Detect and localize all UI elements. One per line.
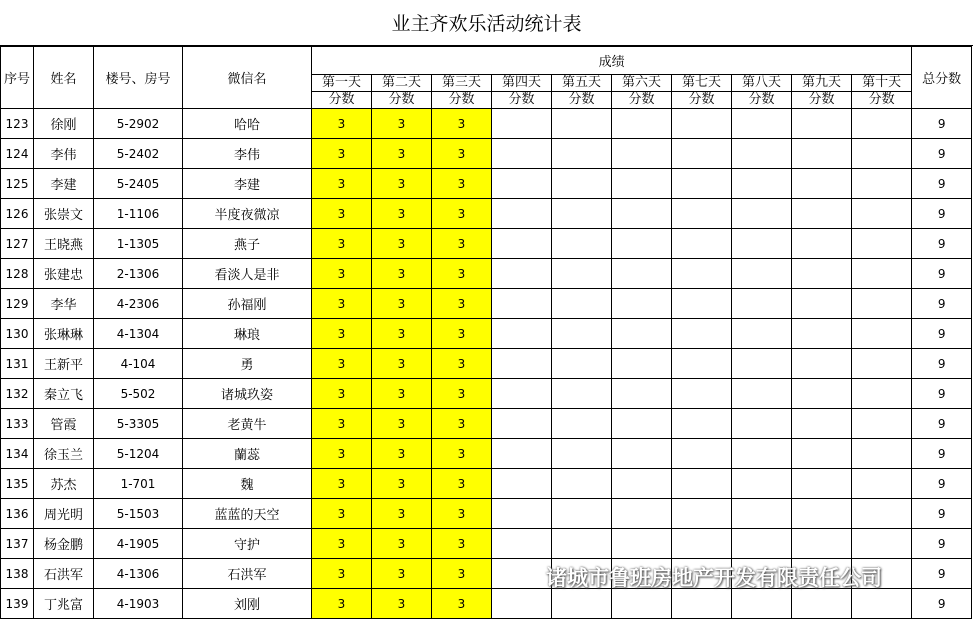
table-row [1,379,972,409]
cell-day-1-score[interactable]: 3 [312,319,372,349]
cell-day-5-score[interactable] [552,259,612,289]
cell-name[interactable]: 张建忠 [34,259,94,289]
header-total[interactable]: 总分数 [912,47,972,109]
cell-seq[interactable]: 134 [1,439,34,469]
cell-name[interactable]: 徐刚 [34,109,94,139]
cell-room[interactable]: 5-1503 [94,499,183,529]
cell-day-10-score[interactable] [852,499,912,529]
cell-day-2-score[interactable]: 3 [372,229,432,259]
table-row [1,289,972,319]
cell-day-6-score[interactable] [612,169,672,199]
cell-seq[interactable]: 127 [1,229,34,259]
cell-day-1-score[interactable]: 3 [312,589,372,619]
table-row [1,409,972,439]
header-day-6[interactable]: 第六天 [612,75,672,92]
cell-seq[interactable]: 124 [1,139,34,169]
cell-wechat[interactable]: 李伟 [183,139,312,169]
cell-day-10-score[interactable] [852,379,912,409]
cell-day-4-score[interactable] [492,199,552,229]
cell-day-2-score[interactable]: 3 [372,139,432,169]
cell-total[interactable]: 9 [912,139,972,169]
cell-day-6-score[interactable] [612,109,672,139]
cell-day-2-score[interactable]: 3 [372,439,432,469]
cell-room[interactable]: 1-1106 [94,199,183,229]
cell-name[interactable]: 石洪军 [34,559,94,589]
cell-wechat[interactable]: 石洪军 [183,559,312,589]
cell-day-5-score[interactable] [552,409,612,439]
cell-day-2-score[interactable]: 3 [372,199,432,229]
cell-day-8-score[interactable] [732,499,792,529]
cell-room[interactable]: 4-1304 [94,319,183,349]
header-day-7[interactable]: 第七天 [672,75,732,92]
cell-day-1-score[interactable]: 3 [312,559,372,589]
cell-day-9-score[interactable] [792,469,852,499]
header-score-label-7[interactable]: 分数 [672,92,732,109]
cell-room[interactable]: 5-2902 [94,109,183,139]
cell-day-6-score[interactable] [612,469,672,499]
header-score-label-3[interactable]: 分数 [432,92,492,109]
cell-day-9-score[interactable] [792,259,852,289]
cell-day-7-score[interactable] [672,169,732,199]
cell-day-4-score[interactable] [492,379,552,409]
cell-name[interactable]: 秦立飞 [34,379,94,409]
cell-day-6-score[interactable] [612,229,672,259]
cell-day-5-score[interactable] [552,169,612,199]
sheet-title: 业主齐欢乐活动统计表 [0,0,973,46]
cell-seq[interactable]: 125 [1,169,34,199]
cell-wechat[interactable]: 燕子 [183,229,312,259]
cell-name[interactable]: 王新平 [34,349,94,379]
cell-total[interactable]: 9 [912,559,972,589]
cell-day-8-score[interactable] [732,469,792,499]
cell-day-10-score[interactable] [852,469,912,499]
cell-day-6-score[interactable] [612,409,672,439]
header-score-label-2[interactable]: 分数 [372,92,432,109]
cell-day-10-score[interactable] [852,139,912,169]
cell-total[interactable]: 9 [912,469,972,499]
watermark-text: 诸城市鲁班房地产开发有限责任公司 [546,566,882,590]
cell-day-2-score[interactable]: 3 [372,409,432,439]
cell-wechat[interactable]: 守护 [183,529,312,559]
cell-day-4-score[interactable] [492,289,552,319]
cell-room[interactable]: 4-2306 [94,289,183,319]
cell-day-3-score[interactable]: 3 [432,589,492,619]
cell-day-6-score[interactable] [612,199,672,229]
wechat-icon [510,566,538,588]
cell-seq[interactable]: 130 [1,319,34,349]
cell-room[interactable]: 4-104 [94,349,183,379]
cell-day-7-score[interactable] [672,259,732,289]
cell-room[interactable]: 1-701 [94,469,183,499]
table-row [1,109,972,139]
cell-day-3-score[interactable]: 3 [432,409,492,439]
cell-name[interactable]: 王晓燕 [34,229,94,259]
cell-day-4-score[interactable] [492,109,552,139]
cell-day-9-score[interactable] [792,289,852,319]
header-day-10[interactable]: 第十天 [852,75,912,92]
cell-room[interactable]: 1-1305 [94,229,183,259]
cell-day-8-score[interactable] [732,289,792,319]
cell-seq[interactable]: 136 [1,499,34,529]
cell-total[interactable]: 9 [912,229,972,259]
cell-day-7-score[interactable] [672,199,732,229]
cell-day-3-score[interactable]: 3 [432,439,492,469]
table-row [1,469,972,499]
cell-seq[interactable]: 133 [1,409,34,439]
header-score-label-4[interactable]: 分数 [492,92,552,109]
cell-day-9-score[interactable] [792,409,852,439]
cell-total[interactable]: 9 [912,409,972,439]
cell-day-3-score[interactable]: 3 [432,229,492,259]
cell-name[interactable]: 徐玉兰 [34,439,94,469]
cell-seq[interactable]: 137 [1,529,34,559]
cell-seq[interactable]: 128 [1,259,34,289]
cell-day-1-score[interactable]: 3 [312,469,372,499]
cell-name[interactable]: 张崇文 [34,199,94,229]
cell-day-5-score[interactable] [552,439,612,469]
cell-total[interactable]: 9 [912,439,972,469]
cell-day-6-score[interactable] [612,139,672,169]
cell-day-3-score[interactable]: 3 [432,289,492,319]
cell-seq[interactable]: 131 [1,349,34,379]
watermark [510,560,882,594]
cell-day-7-score[interactable] [672,289,732,319]
cell-day-3-score[interactable]: 3 [432,259,492,289]
cell-day-1-score[interactable]: 3 [312,439,372,469]
cell-day-5-score[interactable] [552,229,612,259]
cell-day-2-score[interactable]: 3 [372,379,432,409]
cell-day-2-score[interactable]: 3 [372,289,432,319]
cell-day-3-score[interactable]: 3 [432,469,492,499]
header-score-label-8[interactable]: 分数 [732,92,792,109]
cell-seq[interactable]: 138 [1,559,34,589]
header-day-1[interactable]: 第一天 [312,75,372,92]
cell-room[interactable]: 2-1306 [94,259,183,289]
cell-total[interactable]: 9 [912,529,972,559]
cell-day-9-score[interactable] [792,379,852,409]
table-row [1,229,972,259]
cell-name[interactable]: 杨金鹏 [34,529,94,559]
cell-wechat[interactable]: 琳琅 [183,319,312,349]
cell-day-8-score[interactable] [732,199,792,229]
cell-day-8-score[interactable] [732,349,792,379]
cell-day-1-score[interactable]: 3 [312,229,372,259]
cell-day-1-score[interactable]: 3 [312,259,372,289]
cell-day-2-score[interactable]: 3 [372,109,432,139]
table-row [1,529,972,559]
cell-day-6-score[interactable] [612,349,672,379]
cell-day-5-score[interactable] [552,469,612,499]
cell-name[interactable]: 李建 [34,169,94,199]
header-day-2[interactable]: 第二天 [372,75,432,92]
cell-day-9-score[interactable] [792,439,852,469]
table-row [1,319,972,349]
cell-day-9-score[interactable] [792,319,852,349]
cell-day-10-score[interactable] [852,109,912,139]
cell-day-10-score[interactable] [852,319,912,349]
cell-room[interactable]: 4-1903 [94,589,183,619]
cell-day-2-score[interactable]: 3 [372,319,432,349]
cell-day-1-score[interactable]: 3 [312,289,372,319]
cell-day-10-score[interactable] [852,199,912,229]
cell-day-8-score[interactable] [732,529,792,559]
cell-day-5-score[interactable] [552,349,612,379]
cell-day-4-score[interactable] [492,229,552,259]
cell-day-10-score[interactable] [852,229,912,259]
header-score-label-6[interactable]: 分数 [612,92,672,109]
cell-day-5-score[interactable] [552,529,612,559]
cell-day-2-score[interactable]: 3 [372,469,432,499]
table-row [1,199,972,229]
cell-day-7-score[interactable] [672,379,732,409]
header-score-group[interactable]: 成绩 [312,47,912,75]
cell-day-2-score[interactable]: 3 [372,169,432,199]
table-row [1,499,972,529]
cell-day-8-score[interactable] [732,169,792,199]
cell-day-4-score[interactable] [492,529,552,559]
cell-day-9-score[interactable] [792,109,852,139]
cell-wechat[interactable]: 半度夜微凉 [183,199,312,229]
cell-day-4-score[interactable] [492,319,552,349]
cell-day-3-score[interactable]: 3 [432,319,492,349]
cell-day-7-score[interactable] [672,499,732,529]
table-row [1,349,972,379]
header-score-label-1[interactable]: 分数 [312,92,372,109]
cell-wechat[interactable]: 孙福刚 [183,289,312,319]
cell-day-10-score[interactable] [852,409,912,439]
cell-seq[interactable]: 139 [1,589,34,619]
cell-total[interactable]: 9 [912,349,972,379]
cell-wechat[interactable]: 看淡人是非 [183,259,312,289]
cell-day-7-score[interactable] [672,319,732,349]
cell-wechat[interactable]: 蘭蕊 [183,439,312,469]
cell-day-5-score[interactable] [552,139,612,169]
cell-day-2-score[interactable]: 3 [372,499,432,529]
cell-day-8-score[interactable] [732,439,792,469]
stats-table [0,46,972,619]
cell-name[interactable]: 管霞 [34,409,94,439]
cell-total[interactable]: 9 [912,379,972,409]
cell-day-2-score[interactable]: 3 [372,559,432,589]
cell-day-9-score[interactable] [792,229,852,259]
cell-seq[interactable]: 135 [1,469,34,499]
cell-total[interactable]: 9 [912,589,972,619]
header-wechat[interactable]: 微信名 [183,47,312,109]
cell-room[interactable]: 5-2402 [94,139,183,169]
cell-total[interactable]: 9 [912,289,972,319]
header-day-5[interactable]: 第五天 [552,75,612,92]
cell-day-6-score[interactable] [612,379,672,409]
cell-day-3-score[interactable]: 3 [432,139,492,169]
cell-wechat[interactable]: 蓝蓝的天空 [183,499,312,529]
cell-seq[interactable]: 132 [1,379,34,409]
cell-room[interactable]: 5-502 [94,379,183,409]
header-day-8[interactable]: 第八天 [732,75,792,92]
header-name[interactable]: 姓名 [34,47,94,109]
cell-total[interactable]: 9 [912,259,972,289]
header-score-label-5[interactable]: 分数 [552,92,612,109]
cell-day-9-score[interactable] [792,499,852,529]
cell-day-8-score[interactable] [732,409,792,439]
cell-day-4-score[interactable] [492,409,552,439]
header-score-label-9[interactable]: 分数 [792,92,852,109]
cell-day-1-score[interactable]: 3 [312,169,372,199]
cell-day-1-score[interactable]: 3 [312,199,372,229]
cell-day-10-score[interactable] [852,439,912,469]
cell-day-5-score[interactable] [552,379,612,409]
cell-day-4-score[interactable] [492,259,552,289]
cell-total[interactable]: 9 [912,199,972,229]
cell-day-9-score[interactable] [792,349,852,379]
cell-day-1-score[interactable]: 3 [312,379,372,409]
cell-day-1-score[interactable]: 3 [312,409,372,439]
table-body [1,109,972,619]
cell-day-7-score[interactable] [672,349,732,379]
cell-day-5-score[interactable] [552,289,612,319]
cell-day-7-score[interactable] [672,109,732,139]
cell-room[interactable]: 5-1204 [94,439,183,469]
table-row [1,259,972,289]
header-room[interactable]: 楼号、房号 [94,47,183,109]
cell-day-2-score[interactable]: 3 [372,349,432,379]
cell-day-2-score[interactable]: 3 [372,259,432,289]
cell-wechat[interactable]: 老黄牛 [183,409,312,439]
cell-day-4-score[interactable] [492,349,552,379]
cell-name[interactable]: 苏杰 [34,469,94,499]
cell-total[interactable]: 9 [912,169,972,199]
cell-day-6-score[interactable] [612,259,672,289]
cell-room[interactable]: 5-2405 [94,169,183,199]
cell-day-2-score[interactable]: 3 [372,589,432,619]
cell-day-10-score[interactable] [852,349,912,379]
cell-day-5-score[interactable] [552,319,612,349]
cell-total[interactable]: 9 [912,109,972,139]
cell-seq[interactable]: 126 [1,199,34,229]
cell-wechat[interactable]: 李建 [183,169,312,199]
cell-seq[interactable]: 129 [1,289,34,319]
cell-day-3-score[interactable]: 3 [432,349,492,379]
cell-day-1-score[interactable]: 3 [312,349,372,379]
cell-day-9-score[interactable] [792,139,852,169]
cell-wechat[interactable]: 刘刚 [183,589,312,619]
cell-day-8-score[interactable] [732,229,792,259]
cell-day-8-score[interactable] [732,319,792,349]
cell-day-3-score[interactable]: 3 [432,379,492,409]
cell-day-5-score[interactable] [552,499,612,529]
cell-day-4-score[interactable] [492,469,552,499]
cell-day-7-score[interactable] [672,229,732,259]
header-seq[interactable]: 序号 [1,47,34,109]
cell-day-10-score[interactable] [852,289,912,319]
header-day-3[interactable]: 第三天 [432,75,492,92]
cell-day-2-score[interactable]: 3 [372,529,432,559]
cell-day-9-score[interactable] [792,199,852,229]
cell-day-3-score[interactable]: 3 [432,499,492,529]
cell-day-7-score[interactable] [672,469,732,499]
header-day-9[interactable]: 第九天 [792,75,852,92]
cell-day-8-score[interactable] [732,259,792,289]
cell-day-7-score[interactable] [672,409,732,439]
cell-day-4-score[interactable] [492,439,552,469]
cell-day-6-score[interactable] [612,529,672,559]
cell-day-3-score[interactable]: 3 [432,529,492,559]
cell-day-4-score[interactable] [492,499,552,529]
cell-total[interactable]: 9 [912,499,972,529]
cell-day-3-score[interactable]: 3 [432,199,492,229]
cell-day-7-score[interactable] [672,439,732,469]
cell-day-4-score[interactable] [492,139,552,169]
cell-day-3-score[interactable]: 3 [432,109,492,139]
cell-day-7-score[interactable] [672,529,732,559]
cell-name[interactable]: 周光明 [34,499,94,529]
cell-day-5-score[interactable] [552,109,612,139]
cell-day-1-score[interactable]: 3 [312,529,372,559]
cell-day-10-score[interactable] [852,529,912,559]
cell-room[interactable]: 4-1306 [94,559,183,589]
cell-day-1-score[interactable]: 3 [312,499,372,529]
cell-day-3-score[interactable]: 3 [432,169,492,199]
table-row [1,169,972,199]
cell-day-8-score[interactable] [732,379,792,409]
cell-wechat[interactable]: 魏 [183,469,312,499]
cell-room[interactable]: 5-3305 [94,409,183,439]
cell-day-6-score[interactable] [612,439,672,469]
table-row [1,439,972,469]
cell-wechat[interactable]: 哈哈 [183,109,312,139]
cell-day-6-score[interactable] [612,319,672,349]
cell-seq[interactable]: 123 [1,109,34,139]
cell-day-10-score[interactable] [852,169,912,199]
cell-day-3-score[interactable]: 3 [432,559,492,589]
cell-day-1-score[interactable]: 3 [312,109,372,139]
cell-name[interactable]: 丁兆富 [34,589,94,619]
cell-day-1-score[interactable]: 3 [312,139,372,169]
cell-day-10-score[interactable] [852,259,912,289]
cell-name[interactable]: 李华 [34,289,94,319]
cell-wechat[interactable]: 勇 [183,349,312,379]
cell-name[interactable]: 李伟 [34,139,94,169]
header-score-label-10[interactable]: 分数 [852,92,912,109]
cell-day-7-score[interactable] [672,139,732,169]
cell-total[interactable]: 9 [912,319,972,349]
cell-day-5-score[interactable] [552,199,612,229]
cell-room[interactable]: 4-1905 [94,529,183,559]
cell-wechat[interactable]: 诸城玖姿 [183,379,312,409]
cell-day-8-score[interactable] [732,109,792,139]
cell-name[interactable]: 张琳琳 [34,319,94,349]
cell-day-9-score[interactable] [792,529,852,559]
cell-day-9-score[interactable] [792,169,852,199]
header-day-4[interactable]: 第四天 [492,75,552,92]
cell-day-8-score[interactable] [732,139,792,169]
table-row [1,139,972,169]
cell-day-4-score[interactable] [492,169,552,199]
cell-day-6-score[interactable] [612,499,672,529]
cell-day-6-score[interactable] [612,289,672,319]
